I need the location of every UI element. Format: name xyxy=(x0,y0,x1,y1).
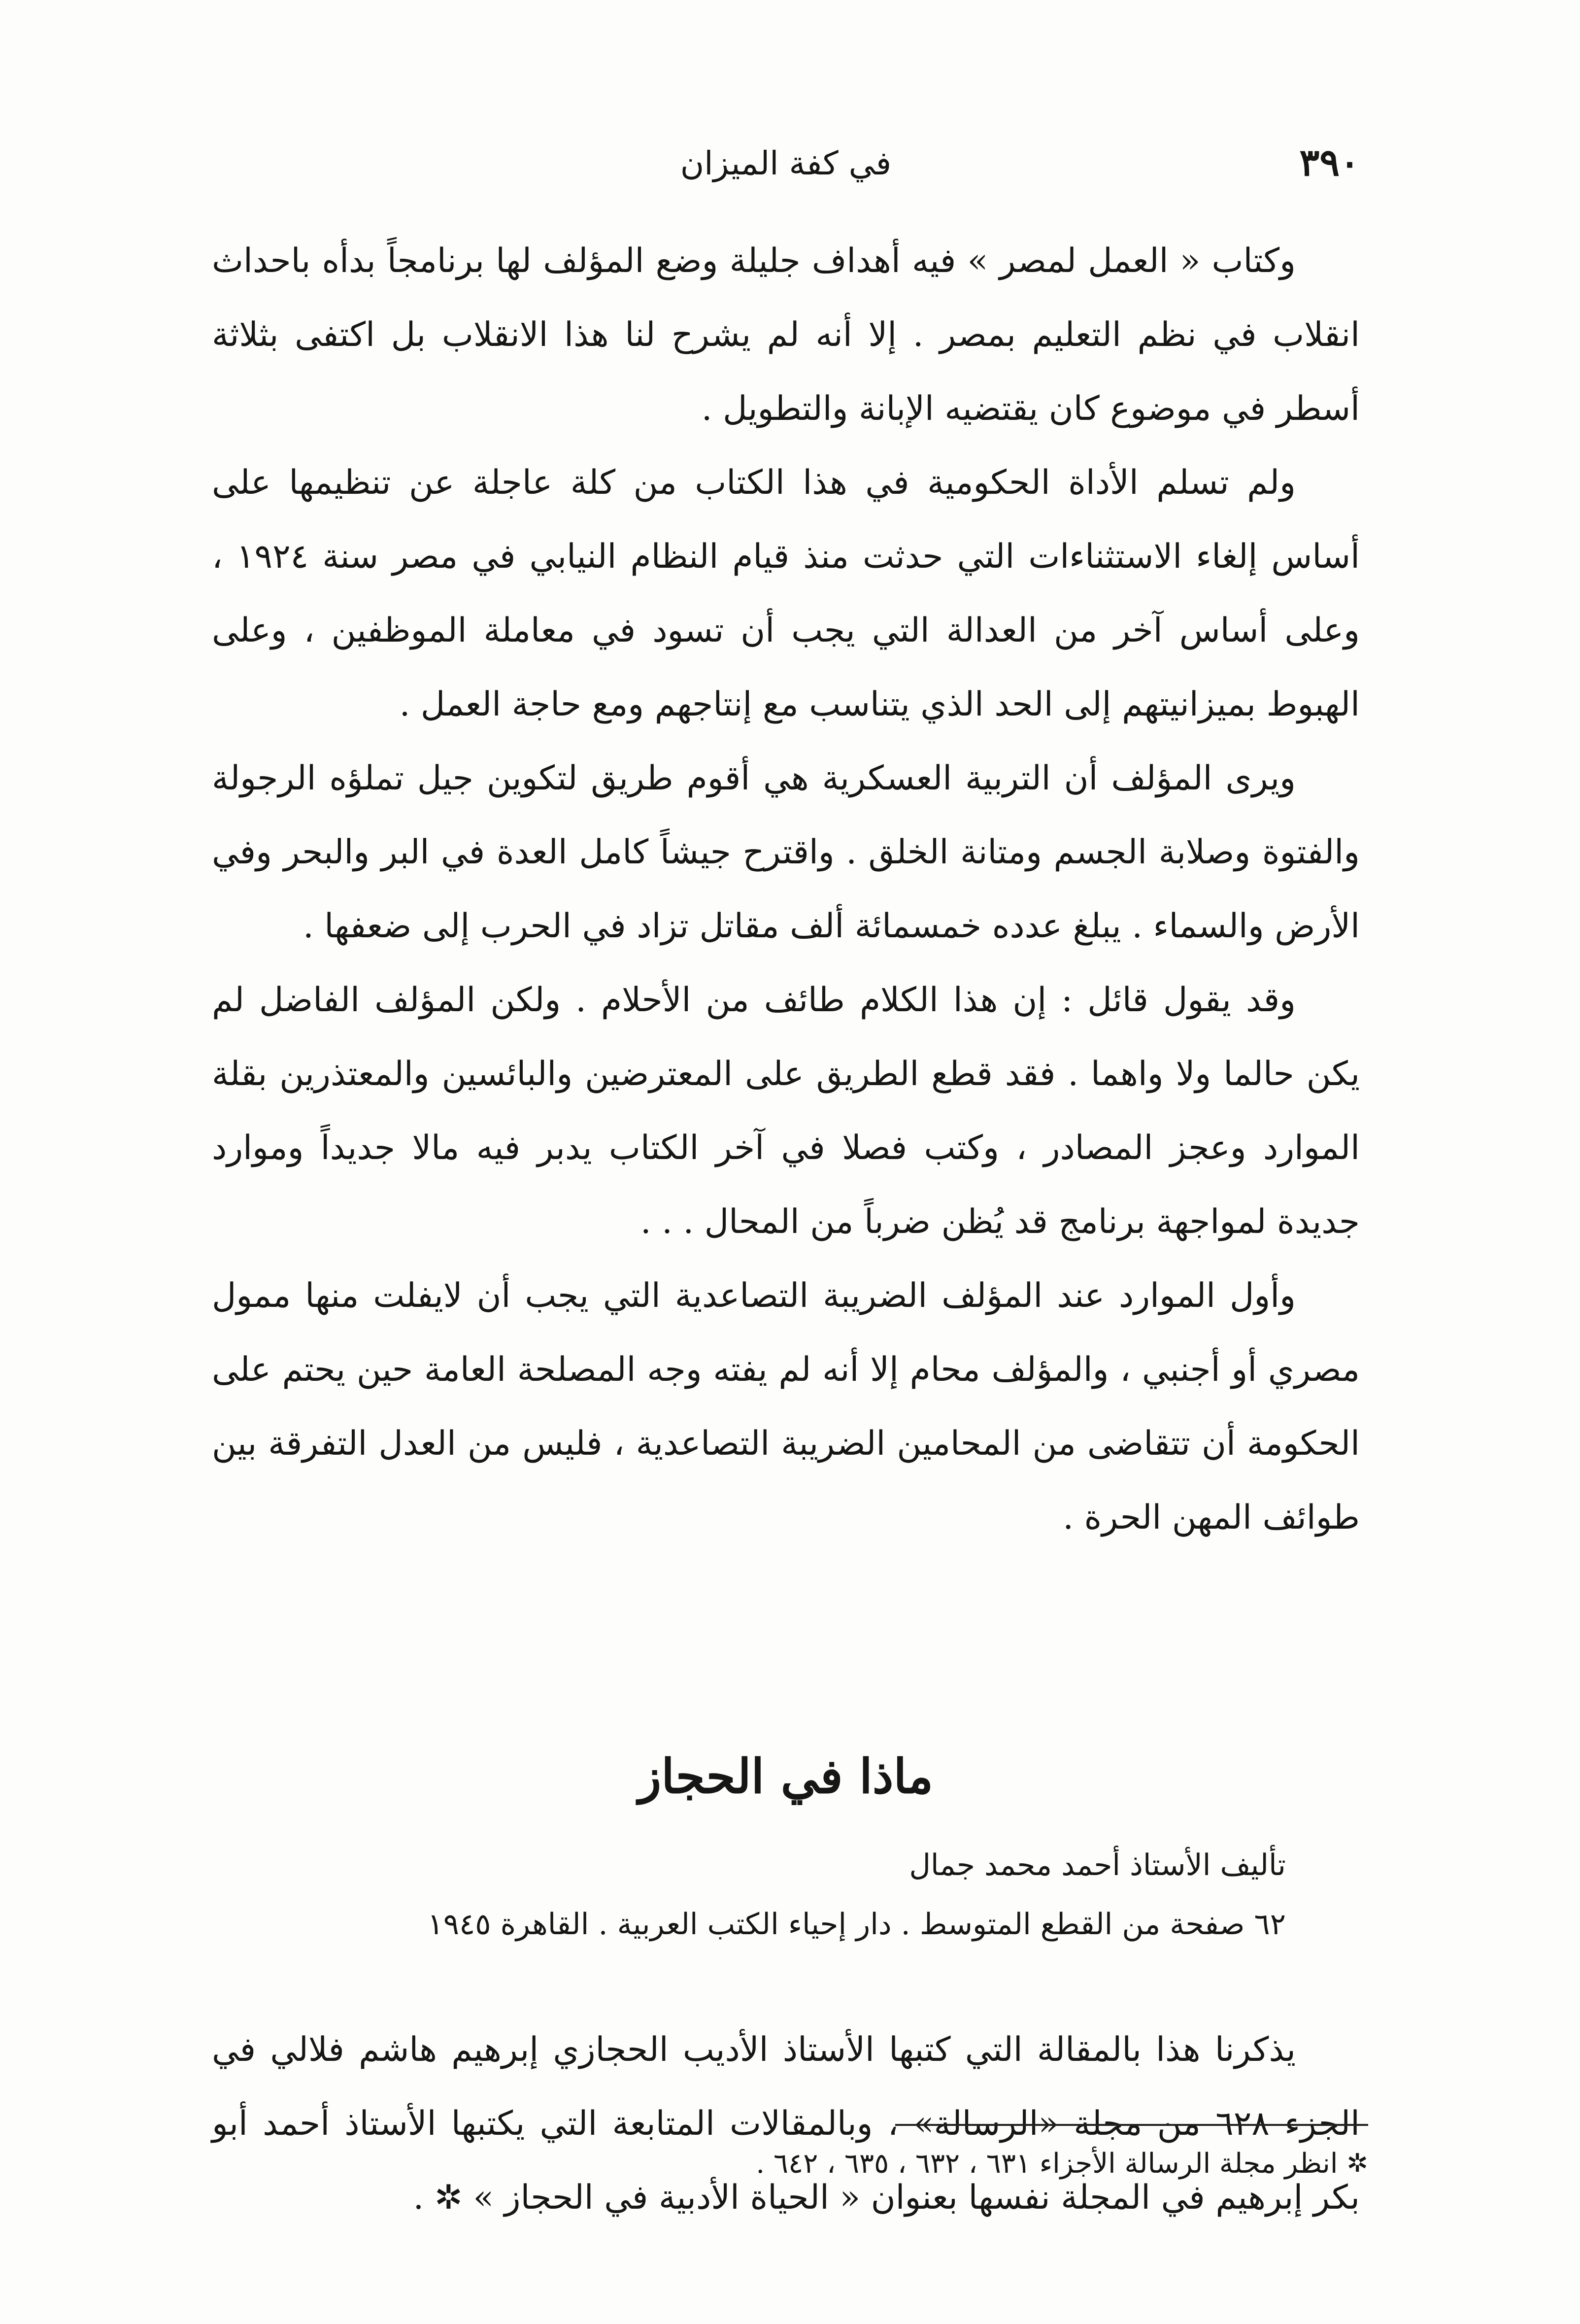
paragraph: ويرى المؤلف أن التربية العسكرية هي أقوم طريق لتكوين جيل تملؤه الرجولة والفتوة وصلابة الجسم ومتانة الخلق . واقترح جيشاً كامل العدة في البر والبحر وفي الأرض والسماء . يبلغ عدده خمسمائة ألف مقاتل تزاد في الحرب إلى ضعفها . xyxy=(212,759,1360,946)
paragraph: وأول الموارد عند المؤلف الضريبة التصاعدية التي يجب أن لايفلت منها ممول مصري أو أجنبي ، والمؤلف محام إلا أنه لم يفته وجه المصلحة العامة حين يحتم على الحكومة أن تتقاضى من المحامين الضريبة التصاعدية ، فليس من العدل التفرقة بين طوائف المهن الحرة . xyxy=(212,1276,1360,1537)
section-spacer xyxy=(212,1555,1360,1737)
section-paragraph: يذكرنا هذا بالمقالة التي كتبها الأستاذ الأديب الحجازي إبرهيم هاشم فلالي في الجزء ٦٢٨ من مجلة «الرسالة» ، وبالمقالات المتابعة التي يكتبها الأستاذ أحمد أبو بكر إبرهيم في المجلة نفسها بعنوان « الحياة الأدبية في الحجاز » ✲ . xyxy=(212,2030,1360,2217)
meta-spacer xyxy=(212,1954,1360,2013)
footnote xyxy=(220,2139,1368,2188)
section-title: ماذا في الحجاز xyxy=(638,1748,934,1804)
main-text xyxy=(212,224,1360,2235)
paragraph: وكتاب « العمل لمصر » فيه أهداف جليلة وضع المؤلف لها برنامجاً بدأه باحداث انقلاب في نظم التعليم بمصر . إلا أنه لم يشرح لنا هذا الانقلاب بل اكتفى بثلاثة أسطر في موضوع كان يقتضيه الإبانة والتطويل . xyxy=(212,241,1360,428)
publication-line: ٦٢ صفحة من القطع المتوسط . دار إحياء الكتب العربية . القاهرة ١٩٤٥ xyxy=(427,1907,1286,1942)
running-header xyxy=(212,140,1360,195)
page-number: ٣٩٠ xyxy=(1299,140,1360,184)
running-title: في كفة الميزان xyxy=(680,144,892,182)
footnote-text: انظر مجلة الرسالة الأجزاء ٦٣١ ، ٦٣٢ ، ٦٣٥ ، ٦٤٢ . xyxy=(756,2148,1338,2180)
footnote-star-icon: ✲ xyxy=(1346,2149,1368,2178)
paragraph: وقد يقول قائل : إن هذا الكلام طائف من الأحلام . ولكن المؤلف الفاضل لم يكن حالما ولا واهما . فقد قطع الطريق على المعترضين والبائسين والمعتذرين بقلة الموارد وعجز المصادر ، وكتب فصلا في آخر الكتاب يدبر فيه مالا جديداً وموارد جديدة لمواجهة برنامج قد يُظن ضرباً من المحال . . . xyxy=(212,981,1360,1241)
paragraph: ولم تسلم الأداة الحكومية في هذا الكتاب من كلة عاجلة عن تنظيمها على أساس إلغاء الاستثناءات التي حدثت منذ قيام النظام النيابي في مصر سنة ١٩٢٤ ، وعلى أساس آخر من العدالة التي يجب أن تسود في معاملة الموظفين ، وعلى الهبوط بميزانيتهم إلى الحد الذي يتناسب مع إنتاجهم ومع حاجة العمل . xyxy=(212,463,1360,724)
author-line: تأليف الأستاذ أحمد محمد جمال xyxy=(909,1848,1286,1882)
footnote-divider xyxy=(895,2124,1368,2126)
